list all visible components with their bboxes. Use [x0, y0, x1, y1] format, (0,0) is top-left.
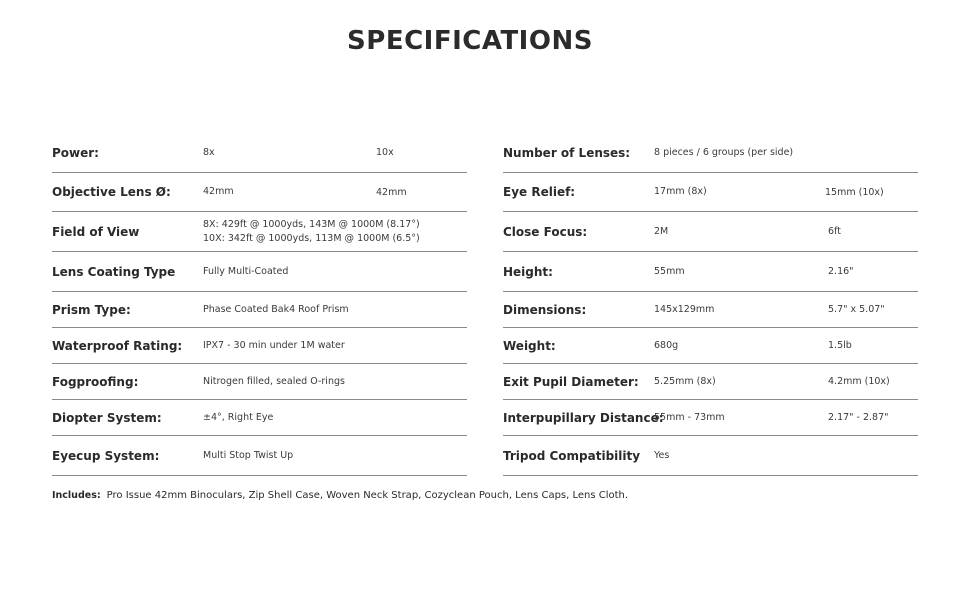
spec-value: ±4°, Right Eye	[203, 411, 274, 423]
spec-label: Exit Pupil Diameter:	[503, 374, 639, 389]
spec-row-power	[52, 133, 467, 173]
spec-value-line: 8X: 429ft @ 1000yds, 143M @ 1000M (8.17°)	[203, 218, 420, 230]
spec-value: IPX7 - 30 min under 1M water	[203, 339, 345, 351]
spec-value-alt: 10x	[376, 147, 394, 158]
spec-row-dimensions	[503, 292, 918, 328]
spec-label: Eyecup System:	[52, 448, 160, 463]
spec-value-alt: 1.5lb	[828, 340, 852, 351]
spec-row-tripod	[503, 436, 918, 476]
spec-value: 145x129mm	[654, 303, 715, 315]
spec-value-alt: 42mm	[376, 186, 407, 198]
spec-row-field-of-view	[52, 212, 467, 252]
spec-value: 55mm - 73mm	[654, 411, 725, 423]
spec-value: Phase Coated Bak4 Roof Prism	[203, 303, 349, 315]
spec-table-left	[52, 133, 467, 476]
spec-label: Waterproof Rating:	[52, 338, 183, 353]
spec-value: Fully Multi-Coated	[203, 265, 289, 277]
spec-value: Nitrogen filled, sealed O-rings	[203, 375, 345, 387]
spec-value: 42mm	[203, 186, 234, 197]
spec-label: Tripod Compatibility	[503, 448, 641, 463]
spec-row-exit-pupil	[503, 364, 918, 400]
spec-label: Dimensions:	[503, 302, 587, 317]
spec-label: Height:	[503, 264, 553, 279]
spec-value-alt: 2.17" - 2.87"	[828, 412, 889, 423]
spec-row-eyecup	[52, 436, 467, 476]
spec-value: 5.25mm (8x)	[654, 375, 716, 387]
spec-value-alt: 5.7" x 5.07"	[828, 304, 885, 315]
spec-value: 55mm	[654, 265, 685, 277]
spec-label: Field of View	[52, 224, 140, 239]
spec-label: Fogproofing:	[52, 374, 139, 389]
spec-value: Yes	[654, 449, 670, 461]
spec-value: 8 pieces / 6 groups (per side)	[654, 146, 794, 158]
spec-value: 680g	[654, 339, 679, 351]
spec-value	[203, 212, 463, 251]
spec-label: Close Focus:	[503, 224, 588, 239]
spec-label: Objective Lens Ø:	[52, 185, 171, 199]
spec-row-waterproof	[52, 328, 467, 364]
spec-value-alt: 4.2mm (10x)	[828, 376, 890, 387]
page-title: SPECIFICATIONS	[347, 26, 593, 56]
spec-row-height	[503, 252, 918, 292]
spec-label: Diopter System:	[52, 410, 162, 425]
includes-label: Includes:	[52, 490, 101, 501]
spec-row-interpupillary	[503, 400, 918, 436]
spec-row-objective-lens	[52, 173, 467, 212]
spec-value-line: 10X: 342ft @ 1000yds, 113M @ 1000M (6.5°)	[203, 232, 420, 244]
spec-row-prism-type	[52, 292, 467, 328]
includes-text: Pro Issue 42mm Binoculars, Zip Shell Case, Woven Neck Strap, Cozyclean Pouch, Lens Caps, Lens Cloth.	[106, 490, 629, 501]
spec-label: Number of Lenses:	[503, 145, 631, 160]
spec-value: 17mm (8x)	[654, 186, 707, 197]
spec-row-fogproofing	[52, 364, 467, 400]
spec-row-close-focus	[503, 212, 918, 252]
includes-note	[52, 490, 628, 501]
spec-label: Lens Coating Type	[52, 264, 176, 279]
spec-label: Prism Type:	[52, 302, 131, 317]
spec-label: Power:	[52, 145, 99, 160]
spec-row-diopter	[52, 400, 467, 436]
spec-row-weight	[503, 328, 918, 364]
spec-value-alt: 15mm (10x)	[825, 186, 884, 198]
spec-value-alt: 6ft	[828, 226, 841, 237]
spec-value: Multi Stop Twist Up	[203, 449, 294, 461]
spec-label: Interpupillary Distance:	[503, 410, 664, 425]
spec-row-lens-coating	[52, 252, 467, 292]
spec-value: 8x	[203, 146, 215, 158]
spec-label: Weight:	[503, 338, 556, 353]
spec-value: 2M	[654, 225, 669, 237]
spec-row-eye-relief	[503, 173, 918, 212]
spec-value-alt: 2.16"	[828, 266, 854, 277]
spec-table-right	[503, 133, 918, 476]
spec-label: Eye Relief:	[503, 185, 576, 199]
spec-row-number-of-lenses	[503, 133, 918, 173]
